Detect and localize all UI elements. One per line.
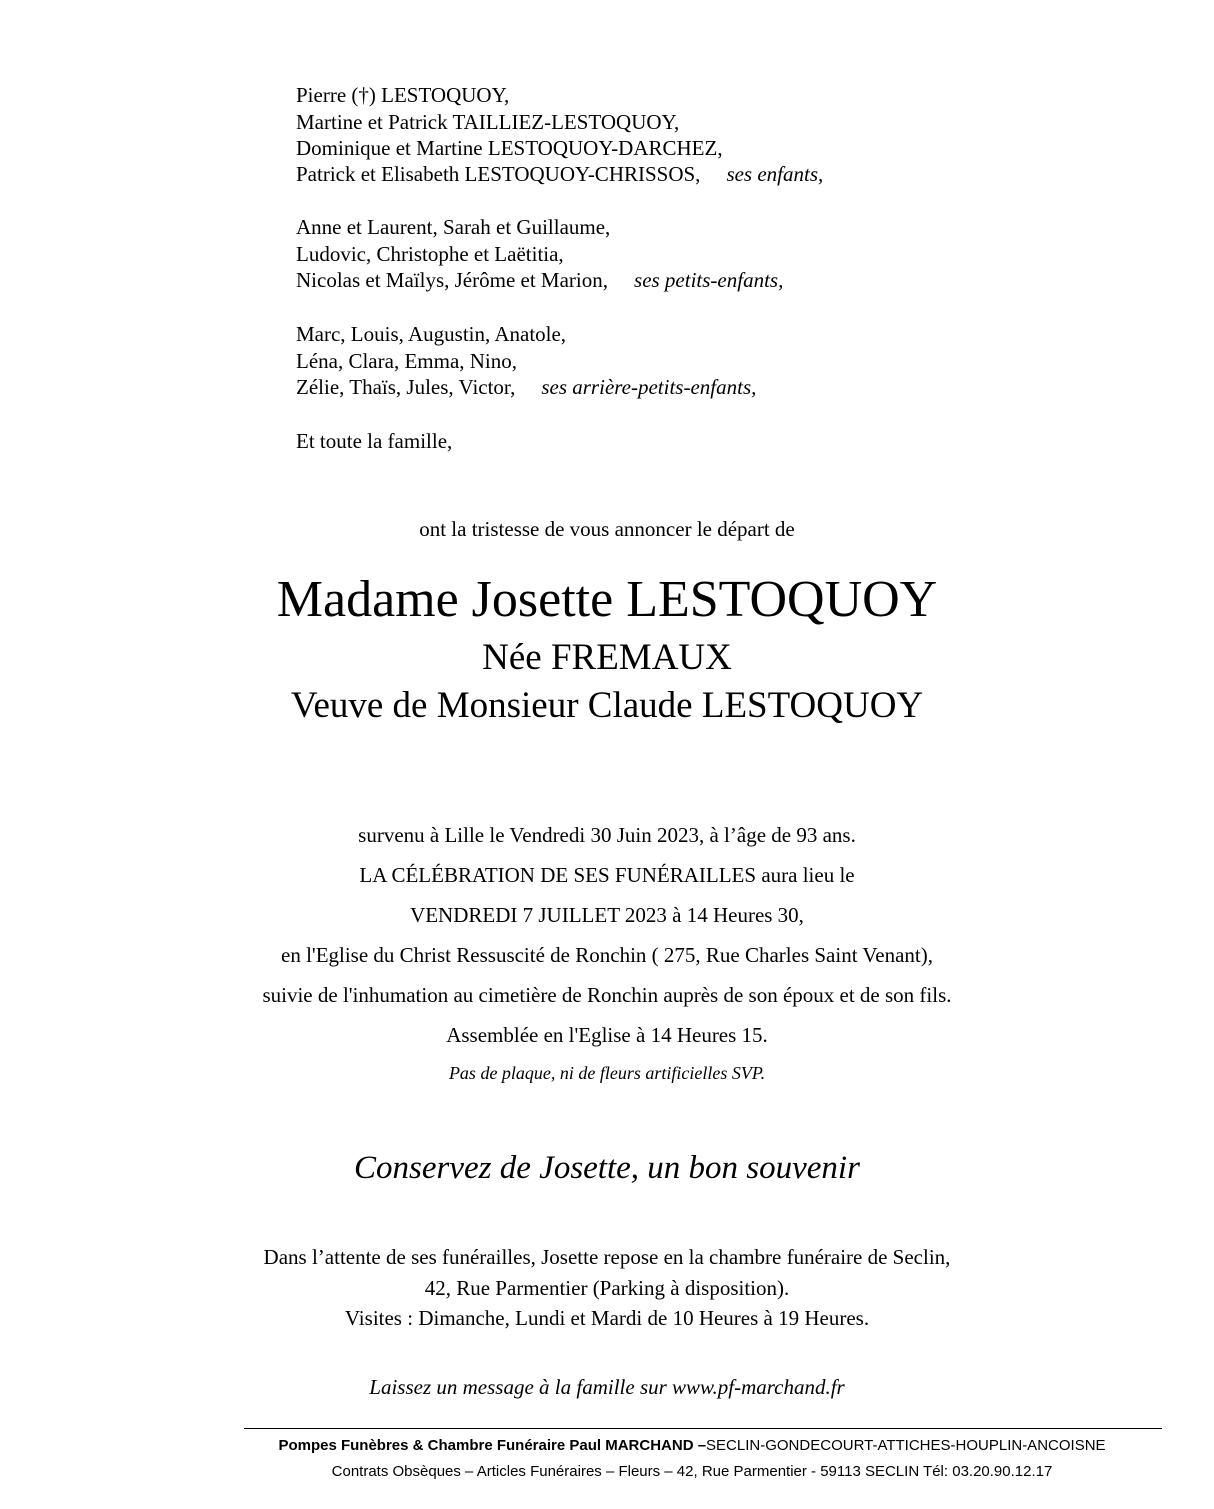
footer-company: Pompes Funèbres & Chambre Funéraire Paul MARCHAND – <box>278 1437 707 1454</box>
visit-line: Visites : Dimanche, Lundi et Mardi de 10 Heures à 19 Heures. <box>344 1306 870 1330</box>
footer-contact: Contrats Obsèques – Articles Funéraires – Fleurs – 42, Rue Parmentier - 59113 SECLIN Tél: 03.20.90.12.17 <box>331 1463 1053 1480</box>
child-line: Pierre (†) LESTOQUOY, <box>296 83 510 107</box>
great-grandchild-line: Léna, Clara, Emma, Nino, <box>296 349 518 373</box>
great-grandchild-name: Zélie, Thaïs, Jules, Victor, <box>296 375 516 399</box>
detail-line: VENDREDI 7 JUILLET 2023 à 14 Heures 30, <box>410 903 804 927</box>
visit-line: 42, Rue Parmentier (Parking à disposition). <box>424 1276 790 1300</box>
grandchild-line-last <box>296 268 783 293</box>
grandchild-line: Ludovic, Christophe et Laëtitia, <box>296 242 564 266</box>
detail-line: survenu à Lille le Vendredi 30 Juin 2023, à l’âge de 93 ans. <box>358 823 856 847</box>
visit-line: Dans l’attente de ses funérailles, Josette repose en la chambre funéraire de Seclin, <box>263 1245 951 1269</box>
child-line: Martine et Patrick TAILLIEZ-LESTOQUOY, <box>296 110 680 134</box>
detail-line: suivie de l'inhumation au cimetière de Ronchin auprès de son époux et de son fils. <box>262 983 952 1007</box>
great-grandchild-line: Marc, Louis, Augustin, Anatole, <box>296 322 567 346</box>
great-grandchildren-label: ses arrière-petits-enfants, <box>541 375 757 399</box>
deceased-name: Madame Josette LESTOQUOY <box>276 571 938 628</box>
great-grandchild-line-last <box>296 375 756 400</box>
grandchild-name: Nicolas et Maïlys, Jérôme et Marion, <box>296 268 609 292</box>
message-invite: Laissez un message à la famille sur www.pf-marchand.fr <box>369 1375 845 1399</box>
detail-line: Assemblée en l'Eglise à 14 Heures 15. <box>446 1023 768 1047</box>
announcement: ont la tristesse de vous annoncer le départ de <box>419 517 795 541</box>
footer-company-line <box>0 1437 1214 1454</box>
deceased-widow-of: Veuve de Monsieur Claude LESTOQUOY <box>290 685 924 726</box>
no-plaque-note: Pas de plaque, ni de fleurs artificielles SVP. <box>448 1063 766 1083</box>
footer-divider <box>244 1428 1162 1429</box>
grandchild-line: Anne et Laurent, Sarah et Guillaume, <box>296 215 611 239</box>
detail-line: en l'Eglise du Christ Ressuscité de Ronchin ( 275, Rue Charles Saint Venant), <box>281 943 933 967</box>
deceased-maiden-name: Née FREMAUX <box>482 637 732 678</box>
family-others: Et toute la famille, <box>296 429 453 453</box>
child-line: Dominique et Martine LESTOQUOY-DARCHEZ, <box>296 136 723 160</box>
children-label: ses enfants, <box>726 162 824 186</box>
grandchildren-label: ses petits-enfants, <box>634 268 784 292</box>
detail-line: LA CÉLÉBRATION DE SES FUNÉRAILLES aura lieu le <box>359 863 855 887</box>
child-line-last <box>296 162 823 187</box>
footer-towns: SECLIN-GONDECOURT-ATTICHES-HOUPLIN-ANCOISNE <box>706 1437 1106 1454</box>
child-name: Patrick et Elisabeth LESTOQUOY-CHRISSOS, <box>296 162 701 186</box>
remembrance-line: Conservez de Josette, un bon souvenir <box>354 1150 860 1186</box>
